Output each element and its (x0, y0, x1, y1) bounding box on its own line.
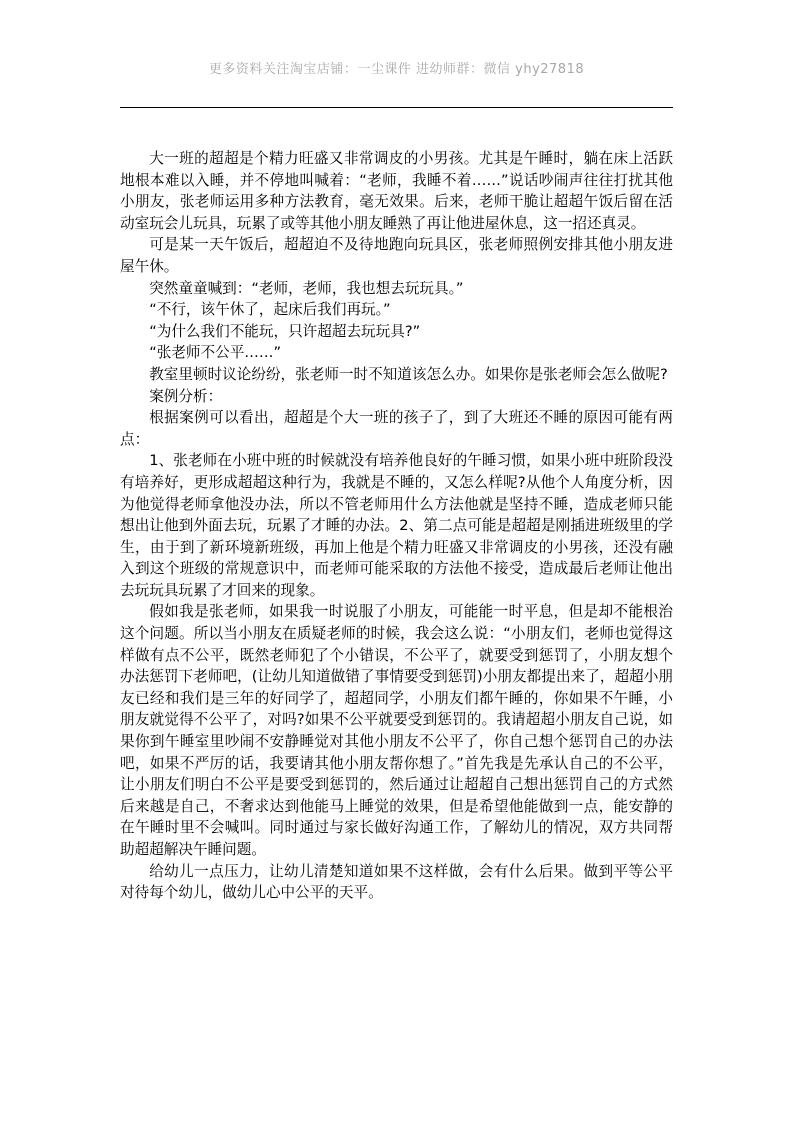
paragraph-classroom-discussion: 教室里顿时议论纷纷，张老师一时不知道该怎么办。如果你是张老师会怎么做呢? (149, 365, 668, 383)
paragraph-conclusion: 给幼儿一点压力，让幼儿清楚知道如果不这样做，会有什么后果。做到平等公平对待每个幼儿，做幼儿心中公平的天平。 (120, 862, 673, 902)
paragraph-tongtong-shout: 突然童童喊到：“老师，老师，我也想去玩玩具。” (149, 279, 464, 297)
paragraph-case-intro: 大一班的超超是个精力旺盛又非常调皮的小男孩。尤其是午睡时，躺在床上活跃地根本难以入睡，并不停地叫喊着：“老师，我睡不着……”说话吵闹声往往打扰其他小朋友，张老师运用多种方法教育，毫无效果。后来，老师干脆让超超午饭后留在活动室玩会儿玩具，玩累了或等其他小朋友睡熟了再让他进屋休息，这一招还真灵。 (120, 150, 673, 232)
page-header-text: 更多资料关注淘宝店铺：一尘课件 进幼师群：微信 yhy27818 (208, 62, 585, 77)
header-divider (120, 107, 673, 108)
paragraph-lunch-day: 可是某一天午饭后，超超迫不及待地跑向玩具区，张老师照例安排其他小朋友进屋午休。 (120, 236, 673, 275)
paragraph-analysis-heading: 案例分析： (149, 387, 223, 405)
paragraph-analysis-intro: 根据案例可以看出，超超是个大一班的孩子了，到了大班还不睡的原因可能有两点： (120, 409, 673, 448)
paragraph-if-i-were-teacher: 假如我是张老师，如果我一时说服了小朋友，可能能一时平息，但是却不能根治这个问题。所以当小朋友在质疑老师的时候，我会这么说：“小朋友们，老师也觉得这样做有点不公平，既然老师犯了个小错误，不公平了，就要受到惩罚了，小朋友想个办法惩罚下老师吧，(让幼儿知道做错了事情要受到惩罚)小朋友都提出来了，超超小朋友已经和我们是三年的好同学了，超超同学，小朋友们都午睡的，你如果不午睡，小朋友就觉得不公平了，对吗?如果不公平就要受到惩罚的。我请超超小朋友自己说，如果你到午睡室里吵闹不安静睡觉对其他小朋友不公平了，你自己想个惩罚自己的办法吧，如果不严厉的话，我要请其他小朋友帮你想了。”首先我是先承认自己的不公平，让小朋友们明白不公平是要受到惩罚的，然后通过让超超自己想出惩罚自己的方式然后来越是自己，不奢求达到他能马上睡觉的效果，但是希望他能做到一点，能安静的在午睡时里不会喊叫。同时通过与家长做好沟通工作，了解幼儿的情况，双方共同帮助超超解决午睡问题。 (120, 603, 673, 858)
document-body (120, 148, 673, 904)
paragraph-unfair-complaint: “张老师不公平……” (149, 344, 282, 362)
paragraph-why-question: “为什么我们不能玩，只许超超去玩玩具?” (149, 322, 421, 340)
paragraph-teacher-reply: “不行，该午休了，起床后我们再玩。” (149, 301, 391, 319)
paragraph-two-reasons: 1、张老师在小班中班的时候就没有培养他良好的午睡习惯，如果小班中班阶段没有培养好，更形成超超这种行为，我就是不睡的，又怎么样呢?从他个人角度分析，因为他觉得老师拿他没办法，所以不管老师用什么方法他就是坚持不睡，造成老师只能想出让他到外面去玩，玩累了才睡的办法。2、第二点可能是超超是刚插进班级里的学生，由于到了新环境新班级，再加上他是个精力旺盛又非常调皮的小男孩，还没有融入到这个班级的常规意识中，而老师可能采取的方法他不接受，造成最后老师让他出去玩玩具玩累了才回来的现象。 (120, 452, 673, 599)
